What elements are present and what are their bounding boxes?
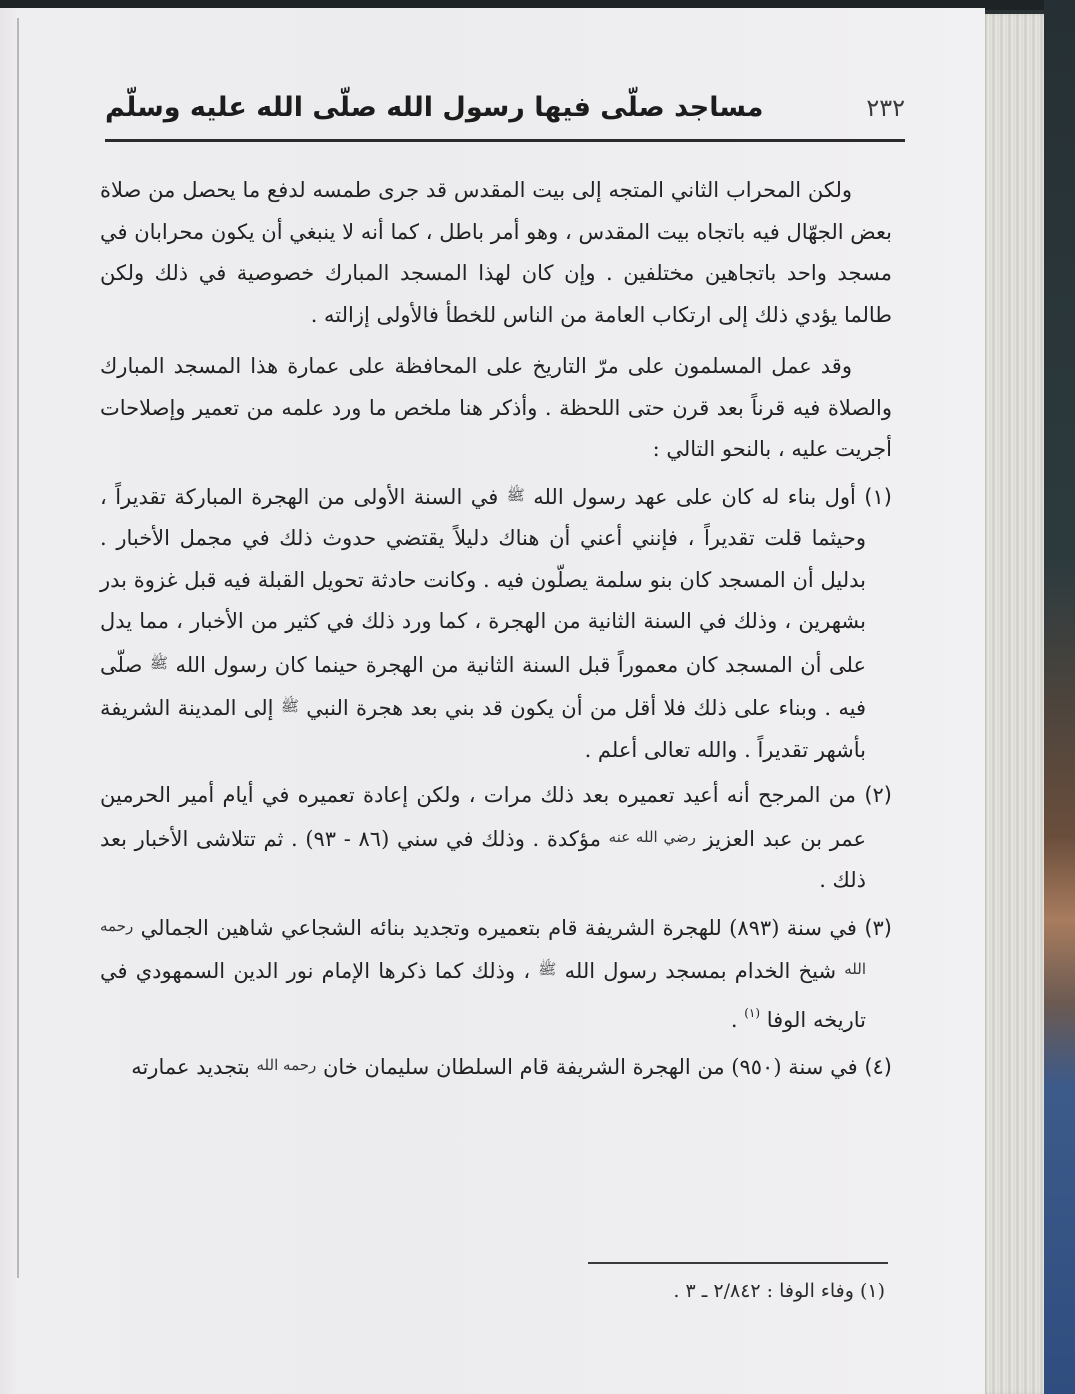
running-title: مساجد صلّى فيها رسول الله صلّى الله عليه وسلّم [105,92,764,123]
paragraph: وقد عمل المسلمون على مرّ التاريخ على المحافظة على عمارة هذا المسجد المبارك والصلاة فيه قرناً بعد قرن حتى اللحظة . وأذكر هنا ملخص ما ورد علمه من تعمير وإصلاحات أجريت عليه ، بالنحو التالي : [100,354,892,461]
footnote-reference[interactable]: (١) [744,1005,761,1020]
footnote-text: وفاء الوفا : ٢/٨٤٢ ـ ٣ . [673,1280,854,1302]
honorific-glyph-icon: رحمه الله [100,916,866,978]
item-text: إلى المدينة الشريفة بأشهر تقديراً . والله تعالى أعلم . [100,696,866,762]
book-page-edges [982,14,1044,1394]
item-text: في سنة (٩٥٠) من الهجرة الشريفة قام السلطان سليمان خان [322,1055,858,1079]
footnote [673,1280,885,1302]
item-number: (٣) [864,915,892,940]
body-text [100,170,892,1089]
item-number: (١) [864,484,892,509]
item-text: من المرجح أنه أعيد تعميره بعد ذلك مرات ، ولكن إعادة تعميره في أيام أمير الحرمين عمر بن عبد العزيز [100,783,866,851]
header-rule [105,139,905,142]
paragraph: ولكن المحراب الثاني المتجه إلى بيت المقدس قد جرى طمسه لدفع ما يحصل من صلاة بعض الجهّال فيه باتجاه بيت المقدس ، وهو أمر باطل ، كما أنه لا ينبغي أن يكون محرابان في مسجد واحد باتجاهين مختلفين . وإن كان لهذا المسجد المبارك خصوصية في ذلك ولكن طالما يؤدي ذلك إلى ارتكاب العامة من الناس للخطأ فالأولى إزالته . [100,178,892,327]
list-item [100,1045,892,1089]
item-number: (٢) [864,783,892,807]
honorific-glyph-icon: رضي الله عنه [608,827,696,846]
honorific-glyph-icon: رحمه الله [256,1056,317,1074]
footnote-number: (١) [859,1280,885,1302]
list-item [100,475,892,772]
item-text: شيخ الخدام بمسجد رسول الله [564,959,837,983]
item-text: صلّى فيه . وبناء على ذلك فلا أقل من أن يكون قد بني بعد هجرة النبي [100,652,866,720]
item-text: . [730,1007,738,1032]
background-surface [1044,0,1075,1394]
honorific-glyph-icon: ﷺ [280,697,299,715]
item-text: في سنة (٨٩٣) للهجرة الشريفة قام بتعميره وتجديد بنائه الشجاعي شاهين الجمالي [140,915,857,940]
item-text: ، وذلك كما ذكرها الإمام نور الدين السمهودي في تاريخه الوفا [100,959,866,1032]
page-number: ٢٣٢ [866,94,905,122]
item-text: أول بناء له كان على عهد رسول الله [533,484,856,509]
honorific-glyph-icon: ﷺ [149,653,168,672]
honorific-glyph-icon: ﷺ [506,485,525,504]
item-text: بتجديد عمارته [131,1055,250,1079]
item-text: مؤكدة . وذلك في سني (٨٦ - ٩٣) . ثم تتلاشى الأخبار بعد ذلك . [100,826,866,892]
page-header [105,92,905,138]
item-number: (٤) [864,1055,892,1079]
list-item [100,906,892,1042]
footnote-separator [588,1262,888,1264]
gutter-fold-line [17,18,19,1278]
honorific-glyph-icon: ﷺ [538,960,557,978]
list-item [100,775,892,902]
item-text: في السنة الأولى من الهجرة المباركة تقديراً ، وحيثما قلت تقديراً ، فإنني أعني أن هناك دليلاً يقتضي حدوث ذلك في مجمل الأخبار . بدليل أن المسجد كان بنو سلمة يصلّون فيه . وكانت حادثة تحويل القبلة فيه قبل غزوة بدر بشهرين ، وذلك في السنة الثانية من الهجرة ، كما ورد ذلك في كثير من الأخبار ، مما يدل على أن المسجد كان معموراً قبل السنة الثانية من الهجرة حينما كان رسول الله [100,484,866,677]
